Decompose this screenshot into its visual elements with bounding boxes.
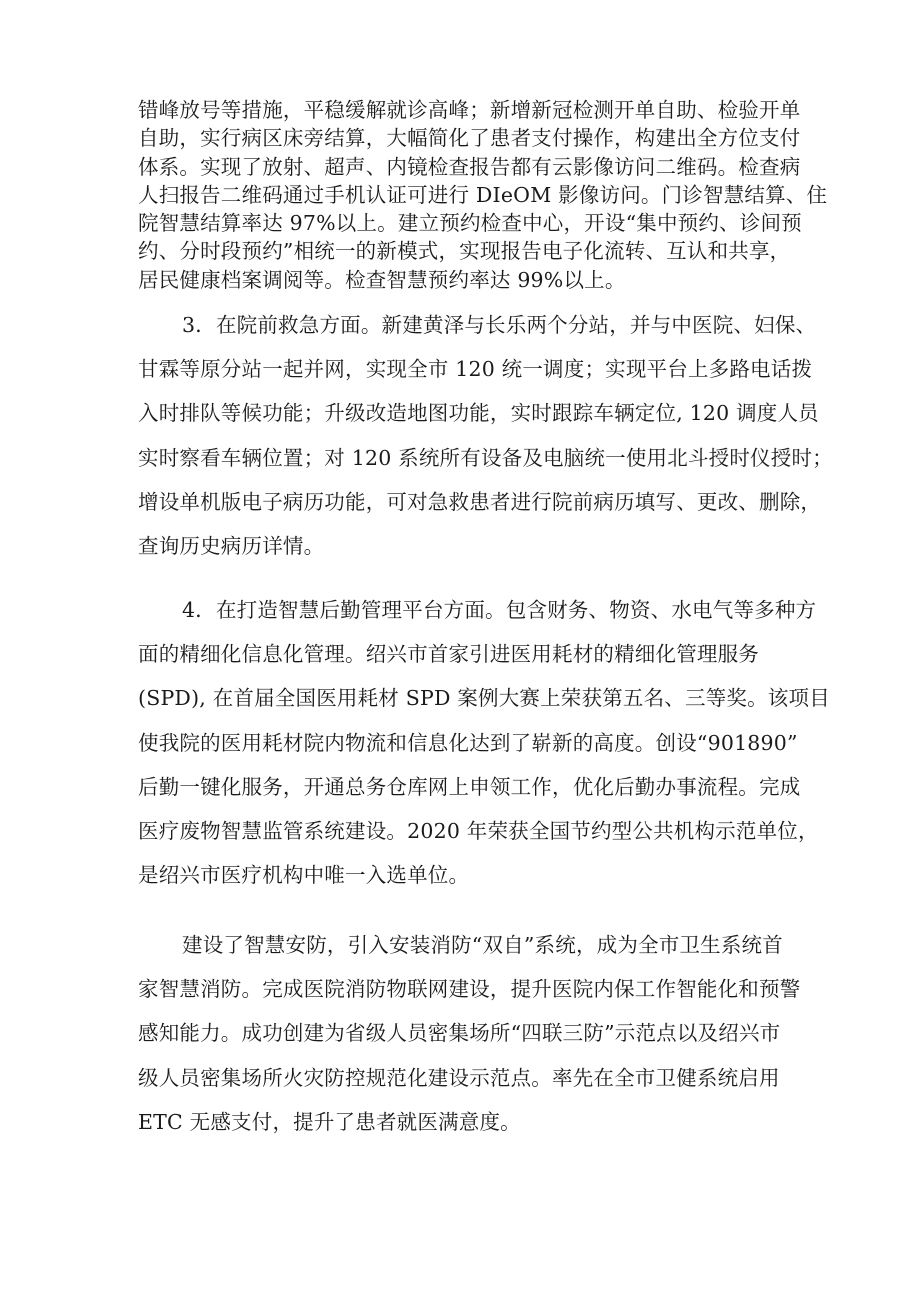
text-line: 约、分时段预约”相统一的新模式，实现报告电子化流转、互认和共享， — [138, 239, 791, 264]
text-line: 甘霖等原分站一起并网，实现全市 120 统一调度；实现平台上多路电话拨 — [138, 357, 813, 382]
paragraph-payment-system — [138, 96, 828, 294]
text-line: 感知能力。成功创建为省级人员密集场所“四联三防”示范点以及绍兴市 — [138, 1021, 781, 1046]
text-line: 家智慧消防。完成医院消防物联网建设，提升医院内保工作智能化和预警 — [138, 977, 801, 1002]
text-line: 查询历史病历详情。 — [138, 533, 325, 558]
text-line: 自助，实行病区床旁结算，大幅简化了患者支付操作，构建出全方位支付 — [138, 126, 801, 151]
text-line: 建设了智慧安防，引入安装消防“双自”系统，成为全市卫生系统首 — [182, 933, 783, 957]
text-line: 级人员密集场所火灾防控规范化建设示范点。率先在全市卫健系统启用 — [138, 1065, 780, 1090]
paragraph-smart-security — [138, 923, 801, 1144]
text-line: 4．在打造智慧后勤管理平台方面。包含财务、物资、水电气等多种方 — [182, 598, 817, 622]
paragraph-smart-logistics — [138, 588, 830, 897]
text-line: 是绍兴市医疗机构中唯一入选单位。 — [138, 863, 470, 888]
text-line: 人扫报告二维码通过手机认证可进行 DIeOM 影像访问。门诊智慧结算、住 — [138, 182, 828, 207]
text-line: 后勤一键化服务，开通总务仓库网上申领工作，优化后勤办事流程。完成 — [138, 774, 801, 799]
text-line: 实时察看车辆位置；对 120 系统所有设备及电脑统一使用北斗授时仪授时； — [138, 445, 833, 470]
text-line: 院智慧结算率达 97%以上。建立预约检查中心，开设“集中预约、诊间预 — [138, 211, 802, 236]
paragraph-prehospital-emergency — [138, 303, 833, 568]
text-line: 医疗废物智慧监管系统建设。2020 年荣获全国节约型公共机构示范单位， — [138, 818, 819, 843]
text-line: 错峰放号等措施，平稳缓解就诊高峰；新增新冠检测开单自助、检验开单 — [138, 98, 801, 122]
text-line: 居民健康档案调阅等。检查智慧预约率达 99%以上。 — [138, 267, 626, 292]
text-line: 体系。实现了放射、超声、内镜检查报告都有云影像访问二维码。检查病 — [138, 154, 801, 179]
text-line: 增设单机版电子病历功能，可对急救患者进行院前病历填写、更改、删除， — [138, 489, 822, 514]
text-line: 使我院的医用耗材院内物流和信息化达到了崭新的高度。创设“901890” — [138, 730, 798, 755]
text-line: 入时排队等候功能；升级改造地图功能，实时跟踪车辆定位, 120 调度人员 — [138, 401, 819, 426]
text-line: 面的精细化信息化管理。绍兴市首家引进医用耗材的精细化管理服务 — [138, 642, 759, 667]
text-line: ETC 无感支付，提升了患者就医满意度。 — [138, 1109, 521, 1134]
text-line: 3．在院前救急方面。新建黄泽与长乐两个分站，并与中医院、妇保、 — [182, 313, 817, 337]
text-line: (SPD), 在首届全国医用耗材 SPD 案例大赛上荣获第五名、三等奖。该项目 — [138, 686, 830, 711]
